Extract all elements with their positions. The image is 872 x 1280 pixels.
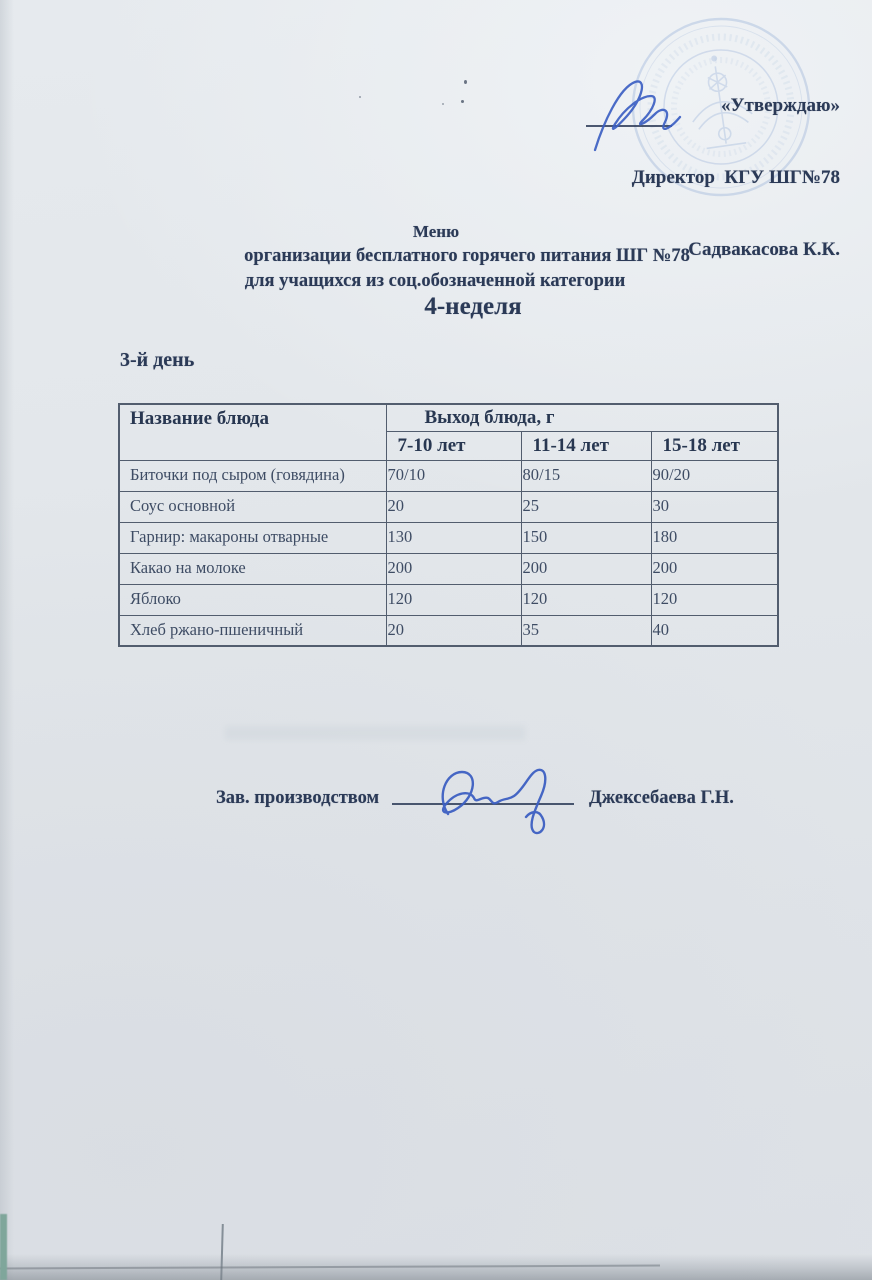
production-manager-signature-line [392,803,574,805]
table-row [119,553,778,584]
column-header-age-11-14: 11-14 лет [521,431,651,460]
background-sliver [0,1214,7,1280]
menu-subtitle-category: для учащихся из соц.обозначенной категории [244,271,626,291]
ink-speck [464,80,467,84]
approval-director-name: Садвакасова К.К. [688,239,840,260]
portion-value: 70/10 [386,460,521,491]
portion-value: 90/20 [651,460,778,491]
portion-value: 120 [386,584,521,615]
menu-subtitle-org: организации бесплатного горячего питания ШГ №78 [244,246,690,266]
production-manager-name: Джексебаева Г.Н. [589,788,734,808]
portion-value: 20 [386,491,521,522]
table-row [119,491,778,522]
day-label: 3-й день [120,349,195,371]
director-signature-line [586,125,672,127]
portion-value: 80/15 [521,460,651,491]
table-row [119,460,778,491]
dish-name: Какао на молоке [119,553,386,584]
dish-name: Соус основной [119,491,386,522]
portion-value: 120 [651,584,778,615]
production-manager-label: Зав. производством [216,788,380,808]
column-header-age-15-18: 15-18 лет [651,431,778,460]
column-header-age-7-10: 7-10 лет [386,431,521,460]
table-row [119,584,778,615]
portion-value: 130 [386,522,521,553]
portion-value: 20 [386,615,521,646]
table-row [119,522,778,553]
paper-left-shade [0,0,14,1280]
approval-word: «Утверждаю» [721,95,840,116]
portion-value: 200 [386,553,521,584]
paper-smudge [225,726,525,740]
portion-value: 180 [651,522,778,553]
dish-name: Биточки под сыром (говядина) [119,460,386,491]
week-label: 4-неделя [424,293,522,320]
dish-name: Яблоко [119,584,386,615]
portion-value: 200 [651,553,778,584]
ink-speck [442,103,444,105]
table-row [119,615,778,646]
menu-table [118,403,779,647]
portion-value: 150 [521,522,651,553]
table-header-row-1 [119,404,778,431]
portion-value: 30 [651,491,778,522]
ink-speck [359,96,361,98]
column-header-dish: Название блюда [119,404,386,460]
portion-value: 25 [521,491,651,522]
portion-value: 120 [521,584,651,615]
production-manager-signature-icon [420,762,590,840]
ink-speck [461,100,464,103]
approval-director-line: Директор КГУ ШГ№78 [631,167,840,188]
portion-value: 40 [651,615,778,646]
dish-name: Хлеб ржано-пшеничный [119,615,386,646]
portion-value: 200 [521,553,651,584]
portion-value: 35 [521,615,651,646]
menu-title: Меню [412,222,460,241]
dish-name: Гарнир: макароны отварные [119,522,386,553]
column-header-output-group: Выход блюда, г [386,404,778,431]
